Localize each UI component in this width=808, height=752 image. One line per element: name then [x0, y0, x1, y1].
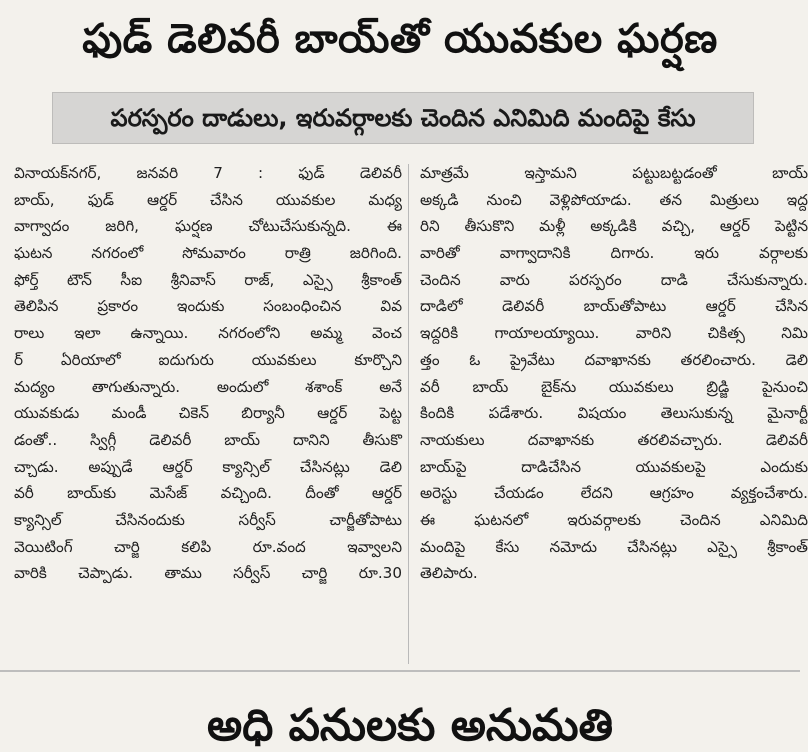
text-line: వినాయక్‌నగర్, జనవరి 7 : ఫుడ్ డెలివరీ: [14, 164, 402, 182]
headline: ఫుడ్ డెలివరీ బాయ్‌తో యువకుల ఘర్షణ: [82, 16, 718, 62]
next-article-headline: [110, 700, 710, 751]
section-divider: [0, 670, 800, 672]
text-line: బాయ్‌పై దాడిచేసిన యువకులపై ఎందుకు: [420, 457, 808, 476]
text-line: క్యాన్సిల్ చేసినందుకు సర్వీస్ చార్జీతోపాటు: [14, 510, 402, 529]
text-line: బాయ్, ఫుడ్ ఆర్డర్ చేసిన యువకుల మధ్య: [14, 190, 402, 209]
subheadline-box: [52, 92, 754, 144]
text-line: వారికి చెప్పాడు. తాము సర్వీస్ చార్జి రూ.30: [14, 564, 402, 583]
text-line: మందిపై కేసు నమోదు చేసినట్లు ఎస్సై శ్రీకాంత్: [420, 537, 808, 556]
text-line: వారితో వాగ్వాదానికి దిగారు. ఇరు వర్గాలకు: [420, 244, 808, 263]
article-column-left: [14, 160, 402, 587]
text-line: అక్కడి నుంచి వెళ్లిపోయాడు. తన మిత్రులు ఇద్ద: [420, 190, 808, 209]
text-line: యువకుడు మండీ చికెన్ బిర్యానీ ఆర్డర్ పెట్ట: [14, 404, 402, 423]
text-line: చ్చాడు. అప్పుడే ఆర్డర్ క్యాన్సిల్ చేసినట్లు డెలి: [14, 457, 402, 476]
text-line: డంతో.. స్విగ్గీ డెలివరీ బాయ్ దానిని తీసుకొ: [14, 430, 402, 449]
next-article-headline-text: అధి పనులకు అనుమతి: [207, 700, 613, 751]
text-line: ఈ ఘటనలో ఇరువర్గాలకు చెందిన ఎనిమిది: [420, 510, 808, 529]
text-line: ఘటన నగరంలో సోమవారం రాత్రి జరిగింది.: [14, 244, 402, 263]
text-line: మాత్రమే ఇస్తామని పట్టుబట్టడంతో బాయ్: [420, 164, 808, 182]
text-line: నాయకులు దవాఖానకు తరలివచ్చారు. డెలివరీ: [420, 430, 808, 449]
subheadline: పరస్పరం దాడులు, ఇరువర్గాలకు చెందిన ఎనిమిది మందిపై కేసు: [110, 104, 696, 132]
text-line: ర్ ఏరియాలో ఐదుగురు యువకులు కూర్చొని: [14, 350, 402, 369]
text-line: రాలు ఇలా ఉన్నాయి. నగరంలోని అమ్మ వెంచ: [14, 324, 402, 343]
text-line: కిందికి పడేశారు. విషయం తెలుసుకున్న మైనార్టీ: [420, 404, 808, 423]
text-line: చెందిన వారు పరస్పరం దాడి చేసుకున్నారు.: [420, 270, 808, 289]
text-line: త్తం ఓ ప్రైవేటు దవాఖానకు తరలించారు. డెలి: [420, 350, 808, 369]
text-line: వరీ బాయ్ బైక్‌ను యువకులు బ్రిడ్జి పైనుంచి: [420, 377, 808, 396]
text-line: అరెస్టు చేయడం లేదని ఆగ్రహం వ్యక్తంచేశారు.: [420, 484, 808, 503]
column-divider: [408, 164, 409, 664]
text-line: రిని తీసుకొని మళ్లీ అక్కడికి వచ్చి, ఆర్డర్ పెట్టిన: [420, 217, 808, 236]
article-column-right: [420, 160, 808, 587]
text-line: తెలిపిన ప్రకారం ఇందుకు సంబంధించిన వివ: [14, 297, 402, 316]
text-line: ఫోర్త్ టౌన్ సీఐ శ్రీనివాస్ రాజ్, ఎస్సై శ్రీకాంత్: [14, 270, 402, 289]
text-line: వాగ్వాదం జరిగి, ఘర్షణ చోటుచేసుకున్నది. ఈ: [14, 217, 402, 236]
text-line: ఇద్దరికి గాయాలయ్యాయి. వారిని చికిత్స నిమి: [420, 324, 808, 343]
text-line: తెలిపారు.: [420, 564, 478, 583]
text-line: మద్యం తాగుతున్నారు. అందులో శశాంక్ అనే: [14, 377, 402, 396]
text-line: వెయిటింగ్ చార్జి కలిపి రూ.వంద ఇవ్వాలని: [14, 537, 402, 556]
text-line: దాడిలో డెలివరీ బాయ్‌తోపాటు ఆర్డర్ చేసిన: [420, 297, 808, 316]
text-line: వరీ బాయ్‌కు మెసేజ్ వచ్చింది. దీంతో ఆర్డర్: [14, 484, 402, 503]
